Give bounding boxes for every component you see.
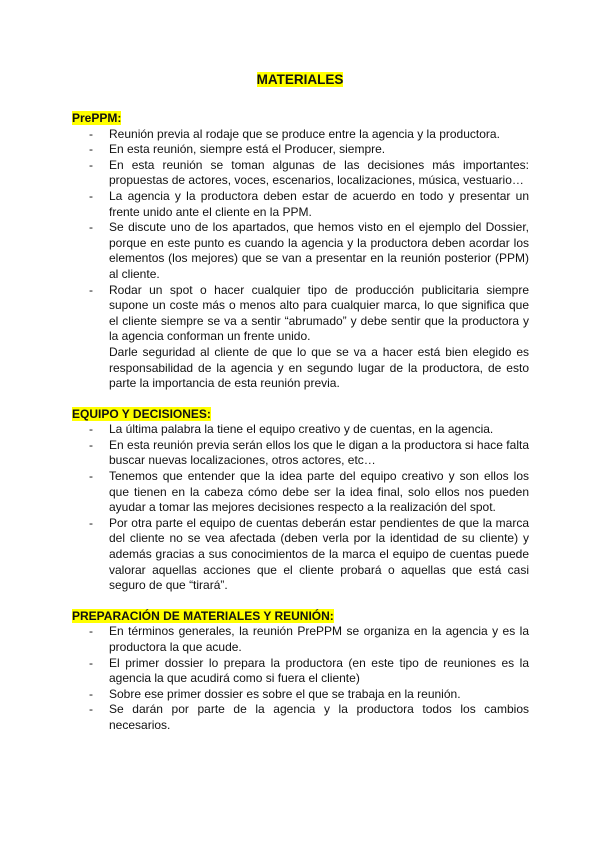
section-1 [72,407,529,594]
list-item-text: - La última palabra la tiene el equipo creativo y de cuentas, en la agencia. [109,422,494,437]
list-item-text: Darle seguridad al cliente de que lo que se va a hacer está bien elegido es responsabilidad de la agencia y en segundo lugar de la productora, de esto parte la importancia de esta reunión previa. [109,344,529,391]
list-item-text: - El primer dossier lo prepara la productora (en este tipo de reuniones es la agencia la que acudirá como si fuera el cliente) [109,655,529,686]
list-item-text: - La agencia y la productora deben estar de acuerdo en todo y presentar un frente unido ante el cliente en la PPM. [109,188,529,219]
bullet-list [72,422,529,594]
list-item-text: - Por otra parte el equipo de cuentas deberán estar pendientes de que la marca del cliente no se vea afectada (deben verla por la identidad de su cliente) y además gracias a sus conocimientos de la marca el equipo de cuentas puede valorar aquellas acciones que el cliente probará o aquellas que está casi seguro de que “tirará”. [109,515,529,593]
list-item-text: - Tenemos que entender que la idea parte del equipo creativo y son ellos los que tienen en la cabeza cómo debe ser la idea final, solo ellos nos pueden ayudar a tomar las mejores decisiones respecto a la realización del spot. [109,469,529,515]
list-item-text: - Se darán por parte de la agencia y la productora todos los cambios necesarios. [109,702,529,732]
section-heading-text: PREPARACIÓN DE MATERIALES Y REUNIÓN: [72,608,334,623]
section-heading [72,111,529,127]
list-item-text: - Reunión previa al rodaje que se produce entre la agencia y la productora. [109,126,500,141]
list-item [72,142,529,158]
list-item-text: - En términos generales, la reunión PrePPM se organiza en la agencia y es la productora la que acude. [109,624,529,654]
list-item [72,656,529,687]
list-item-text: - En esta reunión, siempre está el Producer, siempre. [109,142,386,157]
list-item [72,469,529,516]
bullet-list [72,624,529,733]
document-body [72,111,529,749]
list-item [72,624,529,655]
title-text: MATERIALES [256,72,344,87]
list-item-text: - En esta reunión previa serán ellos los que le digan a la productora si hace falta buscar nuevas localizaciones, otros actores, etc… [109,437,529,468]
section-heading-text: EQUIPO Y DECISIONES: [72,406,211,421]
section-heading-text: PrePPM: [72,111,122,125]
list-item-text: - Se discute uno de los apartados, que hemos visto en el ejemplo del Dossier, porque en este punto es cuando la agencia y la productora deben acordar los elementos (los mejores) que se van a presentar en la reunión posterior (PPM) al cliente. [109,220,529,281]
section-0 [72,111,529,392]
list-item-text: - En esta reunión se toman algunas de las decisiones más importantes: propuestas de actores, voces, escenarios, localizaciones, música, vestuario… [109,157,529,188]
list-item-text: - Rodar un spot o hacer cualquier tipo de producción publicitaria siempre supone un coste más o menos alto para cualquier marca, lo que significa que el cliente siempre se va a sentir “abrumado” y debe sentir que la productora y la agencia conforman un frente unido. [109,282,529,344]
section-heading [72,407,529,423]
section-heading [72,609,529,625]
section-2 [72,609,529,734]
list-item [72,189,529,220]
bullet-list [72,127,529,392]
list-item [72,438,529,469]
document-title [0,72,600,87]
list-item [72,516,529,594]
list-item [72,702,529,733]
list-item [72,422,529,438]
list-item [72,283,529,392]
list-item [72,158,529,189]
list-item-text: - Sobre ese primer dossier es sobre el que se trabaja en la reunión. [109,686,461,701]
list-item [72,220,529,282]
list-item [72,687,529,703]
list-item [72,127,529,143]
